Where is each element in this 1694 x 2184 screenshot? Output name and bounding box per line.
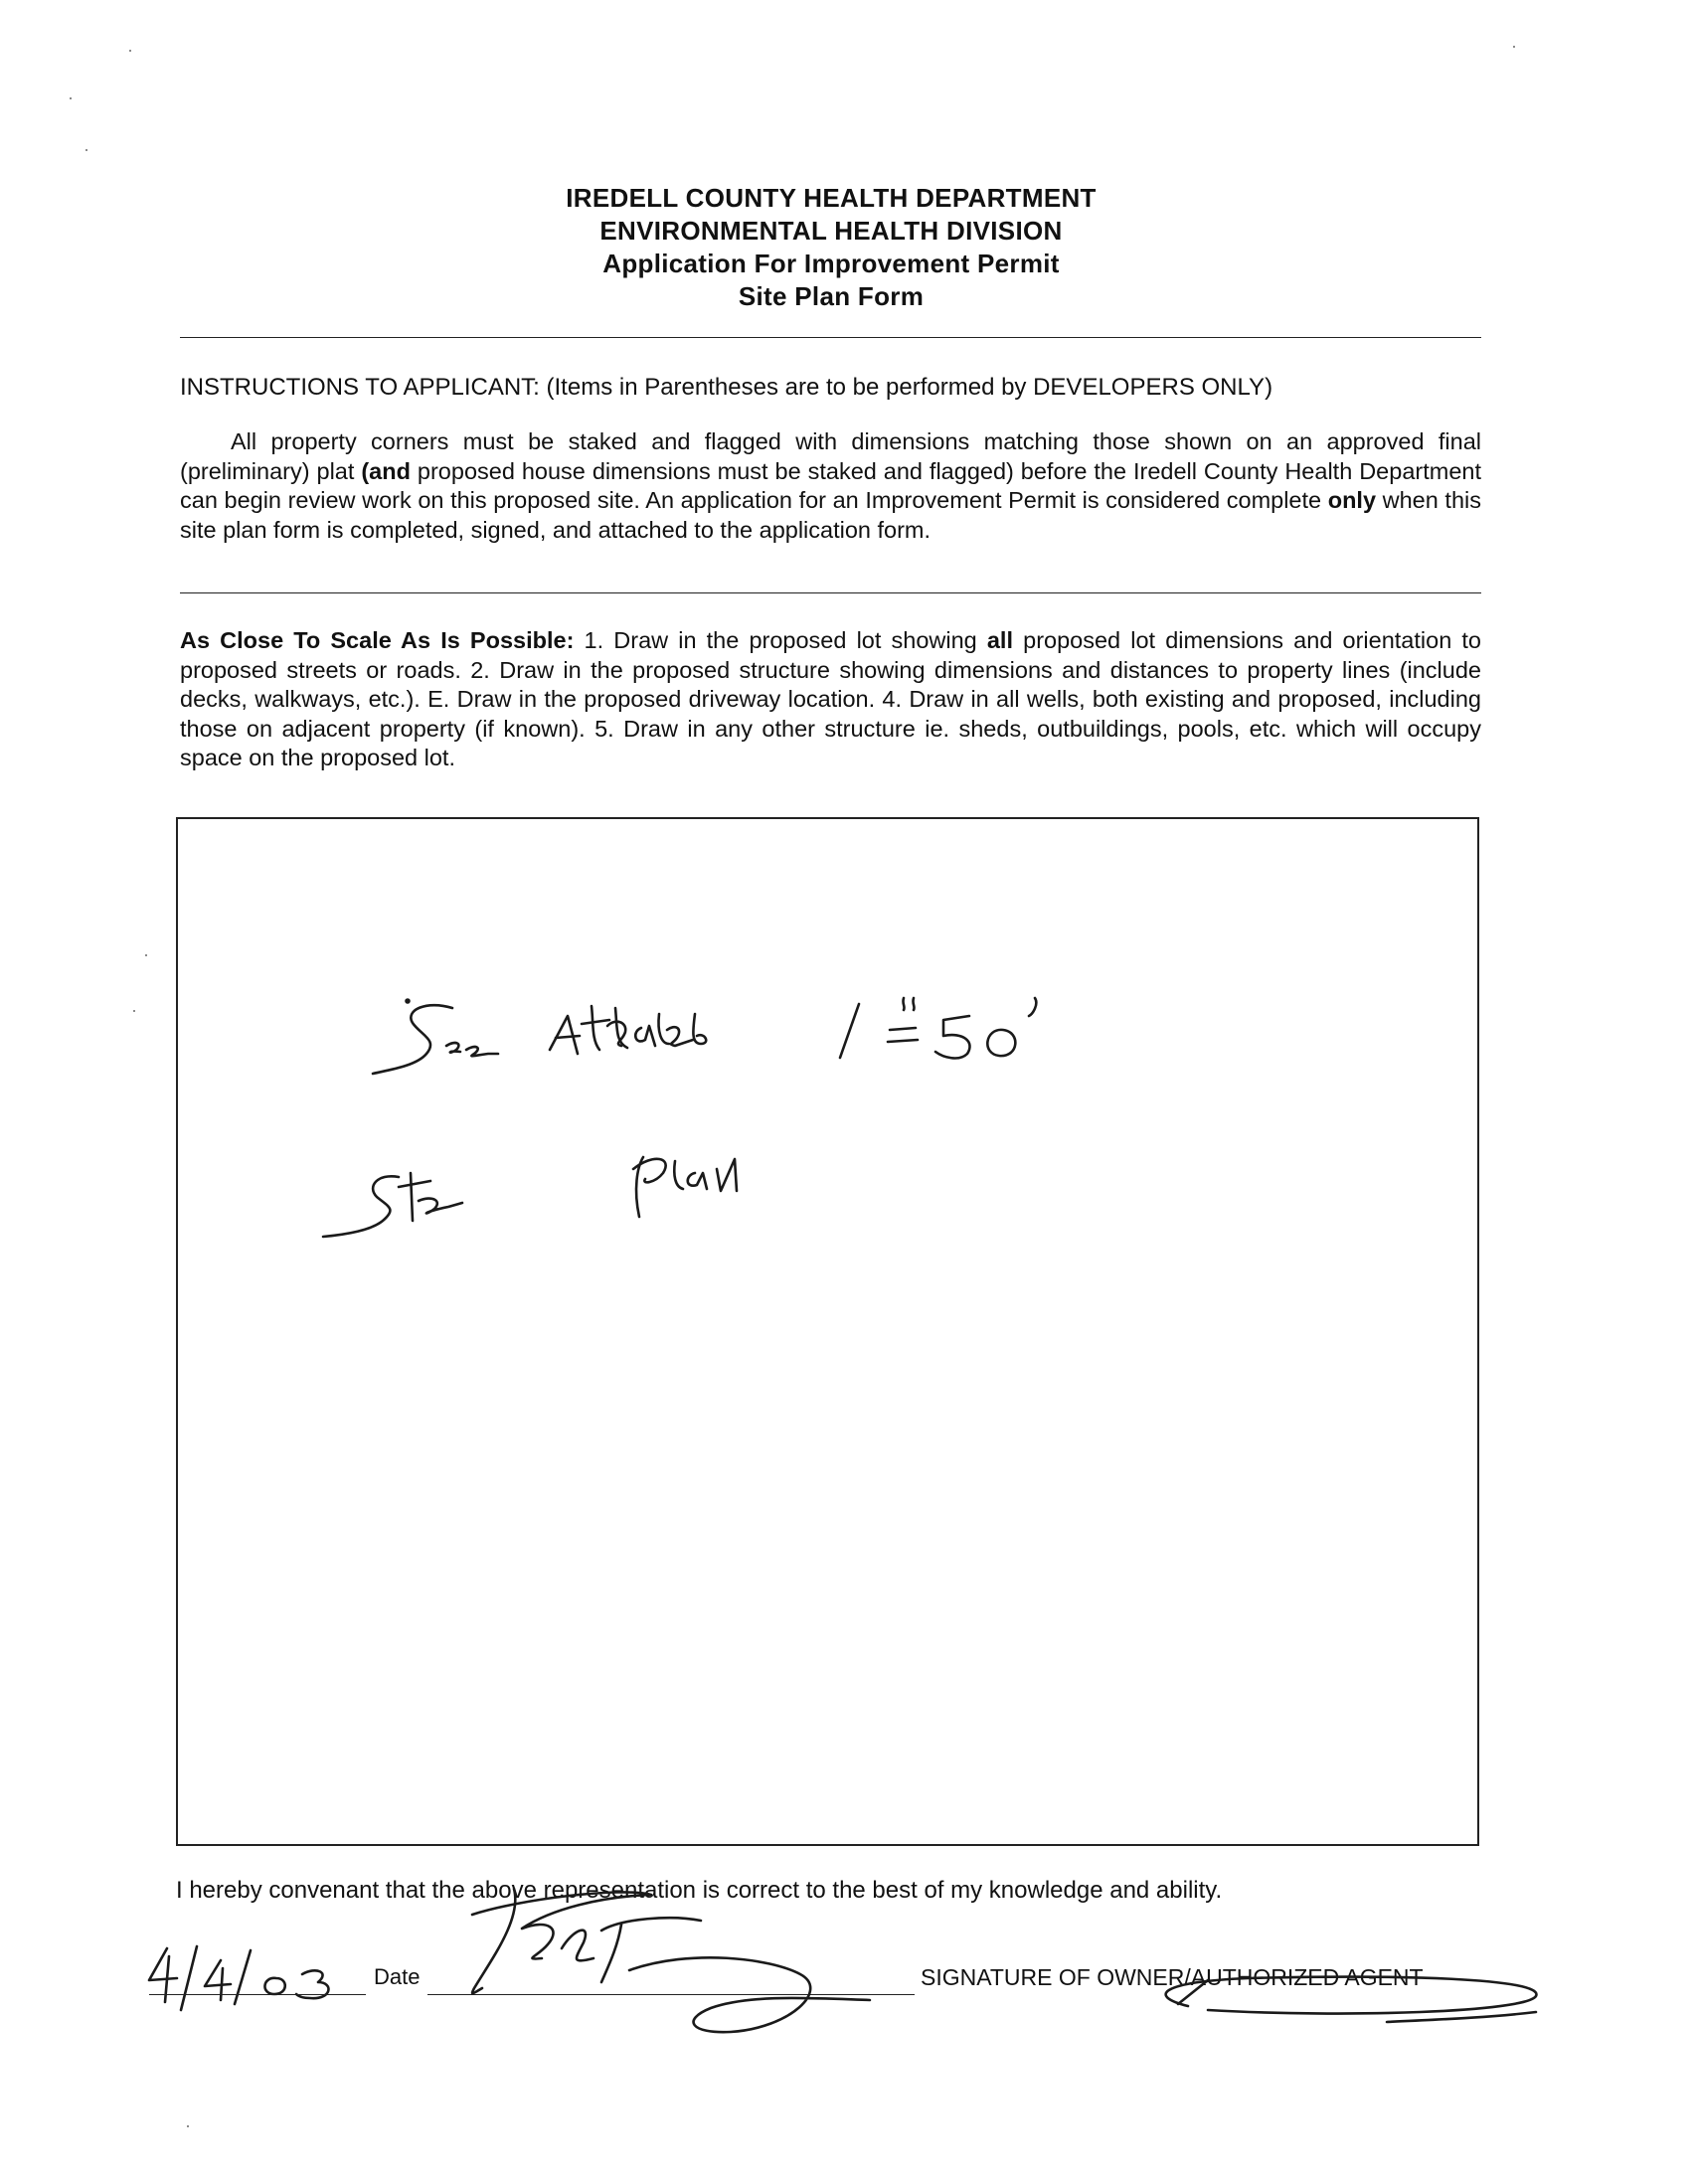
date-line — [149, 1994, 366, 1995]
date-label: Date — [374, 1964, 421, 1989]
header-divider — [180, 337, 1481, 338]
instructions-text-3: when this site plan form is completed, signed, and attached to the application form. — [180, 487, 1481, 543]
site-plan-drawing-box[interactable] — [176, 817, 1479, 1846]
scale-instructions-text-1: 1. Draw in the proposed lot showing — [574, 627, 987, 653]
scan-speck — [129, 50, 131, 52]
scale-instructions-lead: As Close To Scale As Is Possible: — [180, 627, 575, 653]
scale-instructions-paragraph — [180, 626, 1481, 773]
certification-statement: I hereby convenant that the above representation is correct to the best of my knowledge and ability. — [176, 1877, 1223, 1904]
instructions-bold-and: (and — [361, 457, 411, 484]
application-title: Application For Improvement Permit — [602, 249, 1060, 278]
signature-label: SIGNATURE OF OWNER/AUTHORIZED AGENT — [921, 1964, 1424, 1990]
instructions-text-2: proposed house dimensions must be staked and flagged) before the Iredell County Health Department can begin review work on this proposed site. An application for an Improvement Permit is considered complete — [180, 457, 1481, 513]
department-title: IREDELL COUNTY HEALTH DEPARTMENT — [566, 183, 1097, 213]
site-plan-handwriting — [178, 819, 1477, 1844]
division-title: ENVIRONMENTAL HEALTH DIVISION — [599, 216, 1063, 246]
form-title: Site Plan Form — [738, 281, 925, 311]
signature-line[interactable] — [427, 1994, 915, 1995]
form-header — [0, 182, 1662, 313]
instructions-divider — [180, 592, 1481, 593]
scale-instructions-text-2: proposed lot dimensions and orientation to proposed streets or roads. 2. Draw in the proposed structure showing dimensions and distances to property lines (include decks, walkways, etc.). E. Draw in the proposed driveway location. 4. Draw in all wells, both existing and proposed, including those on adjacent property (if known). 5. Draw in any other structure ie. sheds, outbuildings, pools, etc. which will occupy space on the proposed lot. — [180, 627, 1481, 770]
instructions-text-1: All property corners must be staked and flagged with dimensions matching those shown on an approved final (preliminary) plat — [180, 428, 1481, 484]
scan-speck — [145, 954, 147, 956]
scan-speck — [187, 2125, 189, 2127]
handwritten-date — [139, 1938, 358, 2018]
scale-instructions-bold-all: all — [986, 627, 1013, 653]
instructions-bold-only: only — [1327, 487, 1377, 513]
instructions-heading: INSTRUCTIONS TO APPLICANT: (Items in Parentheses are to be performed by DEVELOPERS ONLY) — [180, 374, 1273, 401]
instructions-paragraph — [180, 427, 1481, 545]
scan-speck — [133, 1010, 135, 1012]
scan-speck — [1513, 46, 1515, 48]
scan-speck — [70, 97, 72, 99]
scan-speck — [85, 149, 87, 151]
